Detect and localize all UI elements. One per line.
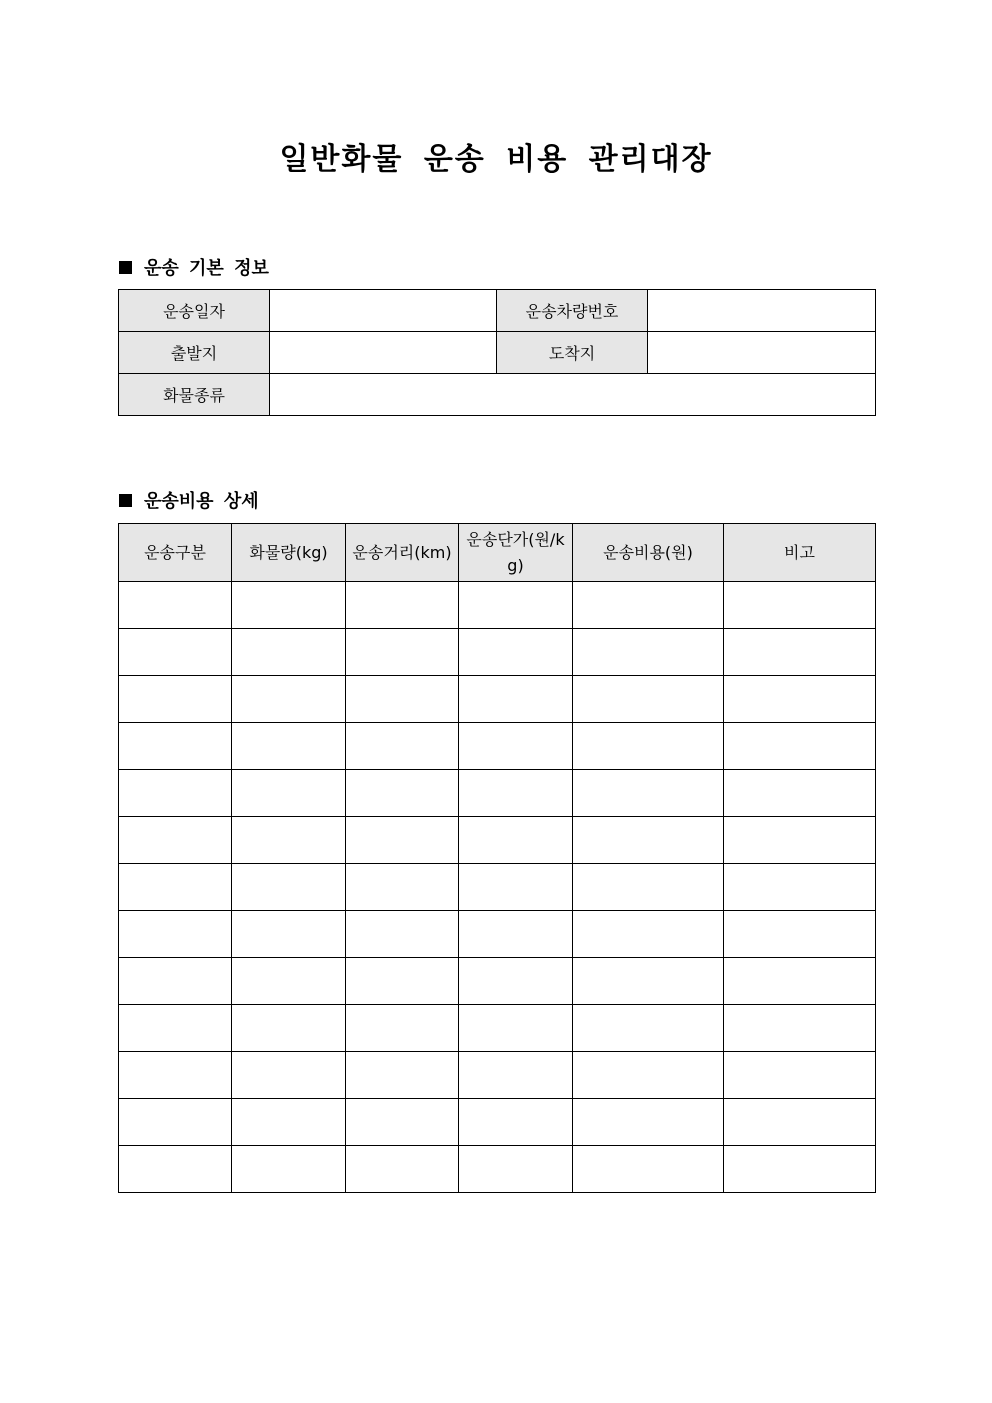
transport-category-cell[interactable]: [119, 1099, 232, 1146]
transport-date-field[interactable]: [270, 290, 497, 332]
transport-cost-cell[interactable]: [573, 1146, 724, 1193]
table-row: [119, 723, 876, 770]
cargo-weight-cell[interactable]: [232, 770, 346, 817]
transport-category-cell[interactable]: [119, 676, 232, 723]
table-row: [119, 582, 876, 629]
distance-cell[interactable]: [346, 1005, 459, 1052]
basic-info-heading: [119, 254, 269, 280]
cargo-weight-cell[interactable]: [232, 1052, 346, 1099]
table-row: [119, 864, 876, 911]
cargo-weight-cell[interactable]: [232, 958, 346, 1005]
column-header-unit-price: 운송단가(원/kg): [459, 524, 573, 582]
transport-category-cell[interactable]: [119, 629, 232, 676]
vehicle-number-label: 운송차량번호: [497, 290, 648, 332]
table-row: [119, 374, 876, 416]
column-header-distance: 운송거리(km): [346, 524, 459, 582]
transport-category-cell[interactable]: [119, 864, 232, 911]
table-header-row: [119, 524, 876, 582]
table-row: [119, 770, 876, 817]
table-row: [119, 911, 876, 958]
transport-cost-cell[interactable]: [573, 1005, 724, 1052]
cost-detail-heading-text: 운송비용 상세: [144, 491, 259, 512]
table-row: [119, 817, 876, 864]
table-row: [119, 1099, 876, 1146]
unit-price-cell[interactable]: [459, 817, 573, 864]
column-header-transport-cost: 운송비용(원): [573, 524, 724, 582]
destination-field[interactable]: [648, 332, 876, 374]
transport-cost-cell[interactable]: [573, 1052, 724, 1099]
remarks-cell[interactable]: [724, 1052, 876, 1099]
remarks-cell[interactable]: [724, 582, 876, 629]
square-bullet-icon: [119, 494, 132, 507]
distance-cell[interactable]: [346, 723, 459, 770]
cargo-type-label: 화물종류: [119, 374, 270, 416]
table-row: [119, 629, 876, 676]
cost-detail-table: [118, 523, 876, 1193]
transport-cost-cell[interactable]: [573, 958, 724, 1005]
transport-category-cell[interactable]: [119, 582, 232, 629]
distance-cell[interactable]: [346, 1146, 459, 1193]
unit-price-cell[interactable]: [459, 1052, 573, 1099]
table-row: [119, 332, 876, 374]
transport-category-cell[interactable]: [119, 911, 232, 958]
unit-price-cell[interactable]: [459, 629, 573, 676]
distance-cell[interactable]: [346, 1099, 459, 1146]
transport-cost-cell[interactable]: [573, 770, 724, 817]
document-title: 일반화물 운송 비용 관리대장: [279, 142, 713, 177]
cargo-weight-cell[interactable]: [232, 911, 346, 958]
unit-price-cell[interactable]: [459, 1005, 573, 1052]
origin-label: 출발지: [119, 332, 270, 374]
transport-cost-cell[interactable]: [573, 1099, 724, 1146]
unit-price-cell[interactable]: [459, 1146, 573, 1193]
cost-detail-body: [119, 582, 876, 1193]
remarks-cell[interactable]: [724, 958, 876, 1005]
unit-price-cell[interactable]: [459, 1099, 573, 1146]
cargo-type-field[interactable]: [270, 374, 876, 416]
remarks-cell[interactable]: [724, 723, 876, 770]
unit-price-cell[interactable]: [459, 582, 573, 629]
cargo-weight-cell[interactable]: [232, 864, 346, 911]
remarks-cell[interactable]: [724, 1146, 876, 1193]
cargo-weight-cell[interactable]: [232, 676, 346, 723]
distance-cell[interactable]: [346, 582, 459, 629]
transport-category-cell[interactable]: [119, 1146, 232, 1193]
transport-cost-cell[interactable]: [573, 864, 724, 911]
distance-cell[interactable]: [346, 958, 459, 1005]
cargo-weight-cell[interactable]: [232, 1099, 346, 1146]
transport-cost-cell[interactable]: [573, 911, 724, 958]
transport-cost-cell[interactable]: [573, 723, 724, 770]
column-header-cargo-weight: 화물량(kg): [232, 524, 346, 582]
cargo-weight-cell[interactable]: [232, 629, 346, 676]
transport-cost-cell[interactable]: [573, 817, 724, 864]
transport-category-cell[interactable]: [119, 1005, 232, 1052]
transport-cost-cell[interactable]: [573, 582, 724, 629]
destination-label: 도착지: [497, 332, 648, 374]
distance-cell[interactable]: [346, 911, 459, 958]
remarks-cell[interactable]: [724, 1005, 876, 1052]
remarks-cell[interactable]: [724, 1099, 876, 1146]
distance-cell[interactable]: [346, 864, 459, 911]
cost-detail-heading: [119, 487, 259, 513]
unit-price-cell[interactable]: [459, 676, 573, 723]
transport-cost-cell[interactable]: [573, 676, 724, 723]
remarks-cell[interactable]: [724, 817, 876, 864]
transport-date-label: 운송일자: [119, 290, 270, 332]
remarks-cell[interactable]: [724, 770, 876, 817]
column-header-transport-category: 운송구분: [119, 524, 232, 582]
table-row: [119, 1146, 876, 1193]
cargo-weight-cell[interactable]: [232, 582, 346, 629]
transport-category-cell[interactable]: [119, 958, 232, 1005]
transport-category-cell[interactable]: [119, 1052, 232, 1099]
distance-cell[interactable]: [346, 629, 459, 676]
square-bullet-icon: [119, 261, 132, 274]
transport-category-cell[interactable]: [119, 817, 232, 864]
unit-price-cell[interactable]: [459, 770, 573, 817]
remarks-cell[interactable]: [724, 864, 876, 911]
cargo-weight-cell[interactable]: [232, 1146, 346, 1193]
remarks-cell[interactable]: [724, 629, 876, 676]
distance-cell[interactable]: [346, 770, 459, 817]
cargo-weight-cell[interactable]: [232, 817, 346, 864]
remarks-cell[interactable]: [724, 676, 876, 723]
unit-price-cell[interactable]: [459, 723, 573, 770]
transport-cost-cell[interactable]: [573, 629, 724, 676]
table-row: [119, 1052, 876, 1099]
origin-field[interactable]: [270, 332, 497, 374]
unit-price-cell[interactable]: [459, 911, 573, 958]
unit-price-cell[interactable]: [459, 864, 573, 911]
cargo-weight-cell[interactable]: [232, 1005, 346, 1052]
table-row: [119, 958, 876, 1005]
distance-cell[interactable]: [346, 676, 459, 723]
table-row: [119, 676, 876, 723]
vehicle-number-field[interactable]: [648, 290, 876, 332]
column-header-remarks: 비고: [724, 524, 876, 582]
basic-info-heading-text: 운송 기본 정보: [144, 258, 269, 279]
transport-category-cell[interactable]: [119, 770, 232, 817]
distance-cell[interactable]: [346, 1052, 459, 1099]
transport-category-cell[interactable]: [119, 723, 232, 770]
distance-cell[interactable]: [346, 817, 459, 864]
basic-info-table: [118, 289, 876, 416]
unit-price-cell[interactable]: [459, 958, 573, 1005]
cargo-weight-cell[interactable]: [232, 723, 346, 770]
remarks-cell[interactable]: [724, 911, 876, 958]
table-row: [119, 1005, 876, 1052]
table-row: [119, 290, 876, 332]
